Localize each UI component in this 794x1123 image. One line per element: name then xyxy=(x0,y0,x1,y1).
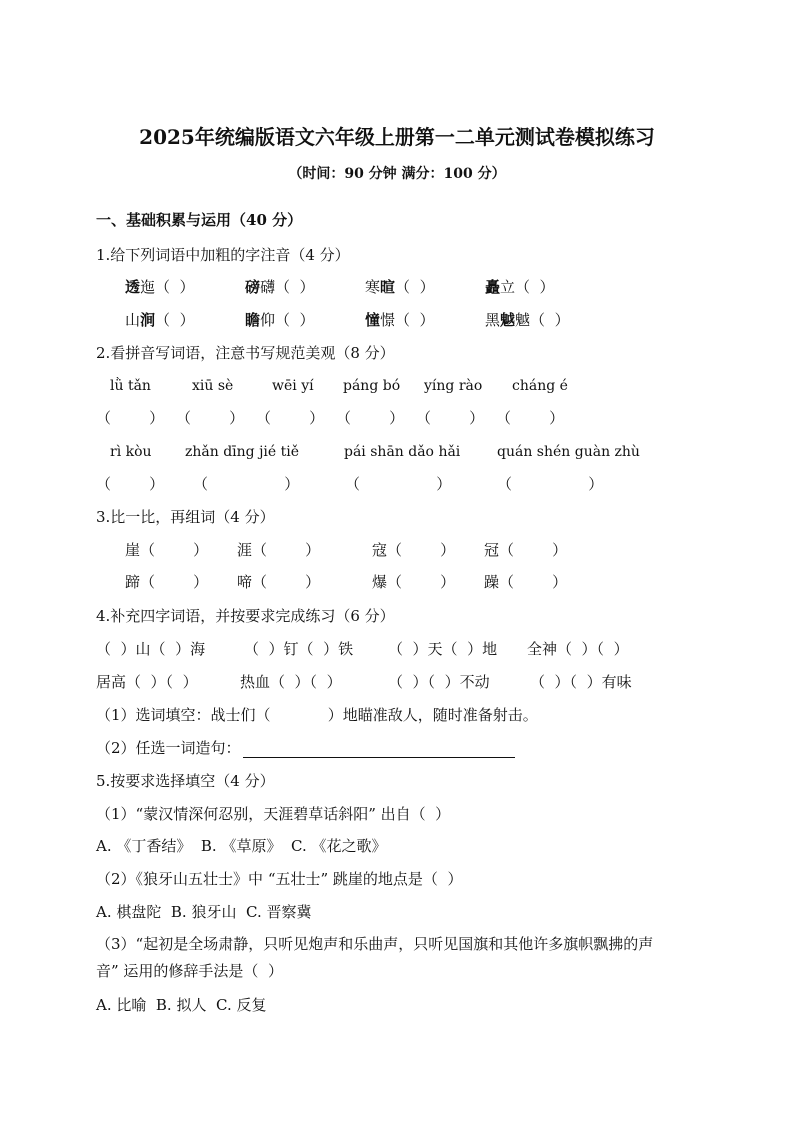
idiom-blank: 热血（ ）（ ） xyxy=(240,673,342,691)
answer-blank[interactable]: （ ） xyxy=(96,475,165,493)
bold-char: 涧 xyxy=(140,311,156,329)
compare-char: 崖（ ） xyxy=(125,541,209,559)
q4-sub2: （2）任选一词造句： xyxy=(96,738,515,758)
compare-char: 冠（ ） xyxy=(484,541,568,559)
answer-blank[interactable]: （ ） xyxy=(176,409,245,427)
q1-word: 寒暄（ ） xyxy=(365,278,435,296)
idiom-blank: （ ）（ ）不动 xyxy=(388,673,490,691)
compare-char: 躁（ ） xyxy=(484,573,568,591)
pinyin: lǜ tǎn xyxy=(110,378,151,394)
compare-char: 蹄（ ） xyxy=(125,573,209,591)
q5-sub1-options: A. 《丁香结》 B. 《草原》 C. 《花之歌》 xyxy=(96,837,387,855)
bold-char: 磅 xyxy=(245,278,261,296)
question-1-title: 1.给下列词语中加粗的字注音（4 分） xyxy=(96,246,350,264)
pinyin: cháng é xyxy=(512,378,568,394)
answer-blank[interactable]: （ ） xyxy=(256,409,325,427)
bold-char: 矗 xyxy=(485,278,501,296)
q1-word: 矗立（ ） xyxy=(485,278,555,296)
compare-char: 爆（ ） xyxy=(372,573,456,591)
answer-blank[interactable]: （ ） xyxy=(336,409,405,427)
compare-char: 寇（ ） xyxy=(372,541,456,559)
pinyin: zhǎn dīng jié tiě xyxy=(185,444,300,460)
q5-sub1: （1）“蒙汉情深何忍别，天涯碧草话斜阳” 出自（ ） xyxy=(96,805,451,823)
question-5-title: 5.按要求选择填空（4 分） xyxy=(96,772,275,790)
bold-char: 魆 xyxy=(500,311,516,329)
answer-blank[interactable]: （ ） xyxy=(416,409,485,427)
q4-sub1: （1）选词填空：战士们（ ）地瞄准敌人，随时准备射击。 xyxy=(96,706,538,724)
pinyin: wēi yí xyxy=(272,378,314,394)
idiom-blank: （ ）天（ ）地 xyxy=(388,640,498,658)
q1-word: 黑魆魆（ ） xyxy=(485,311,570,329)
compare-char: 啼（ ） xyxy=(237,573,321,591)
q1-word: 瞻仰（ ） xyxy=(245,311,315,329)
idiom-blank: （ ）（ ）有味 xyxy=(530,673,632,691)
question-3-title: 3.比一比，再组词（4 分） xyxy=(96,508,275,526)
question-4-title: 4.补充四字词语，并按要求完成练习（6 分） xyxy=(96,607,395,625)
compare-char: 涯（ ） xyxy=(237,541,321,559)
q5-sub3-options: A. 比喻 B. 拟人 C. 反复 xyxy=(96,996,267,1014)
answer-blank[interactable]: （ ） xyxy=(96,409,165,427)
bold-char: 瞻 xyxy=(245,311,261,329)
page-title: 2025年统编版语文六年级上册第一二单元测试卷模拟练习 xyxy=(139,125,655,149)
q1-word: 憧憬（ ） xyxy=(365,311,435,329)
bold-char: 暄 xyxy=(380,278,396,296)
q5-sub2-options: A. 棋盘陀 B. 狼牙山 C. 晋察冀 xyxy=(96,903,312,921)
q1-word: 透迤（ ） xyxy=(125,278,195,296)
answer-blank[interactable]: （ ） xyxy=(497,475,604,493)
pinyin: xiū sè xyxy=(192,378,234,394)
pinyin: páng bó xyxy=(343,378,401,394)
sentence-answer-line[interactable] xyxy=(243,741,515,758)
bold-char: 透 xyxy=(125,278,141,296)
section-heading: 一、基础积累与运用（40 分） xyxy=(96,211,303,229)
idiom-blank: （ ）山（ ）海 xyxy=(96,640,206,658)
question-2-title: 2.看拼音写词语，注意书写规范美观（8 分） xyxy=(96,344,395,362)
answer-blank[interactable]: （ ） xyxy=(345,475,452,493)
pinyin: pái shān dǎo hǎi xyxy=(344,444,461,460)
idiom-blank: 全神（ ）（ ） xyxy=(527,640,629,658)
q5-sub3-line1: （3）“起初是全场肃静，只听见炮声和乐曲声，只听见国旗和其他许多旗帜飘拂的声 xyxy=(96,935,654,953)
idiom-blank: （ ）钉（ ）铁 xyxy=(244,640,354,658)
q5-sub2: （2）《狼牙山五壮士》中 “五壮士” 跳崖的地点是（ ） xyxy=(96,870,463,888)
pinyin: rì kòu xyxy=(110,444,152,460)
bold-char: 憧 xyxy=(365,311,381,329)
idiom-blank: 居高（ ）（ ） xyxy=(96,673,198,691)
pinyin: quán shén guàn zhù xyxy=(497,444,640,460)
answer-blank[interactable]: （ ） xyxy=(193,475,300,493)
answer-blank[interactable]: （ ） xyxy=(496,409,565,427)
q5-sub3-line2: 音” 运用的修辞手法是（ ） xyxy=(96,962,283,980)
q1-word: 磅礴（ ） xyxy=(245,278,315,296)
q1-word: 山涧（ ） xyxy=(125,311,195,329)
exam-info: （时间：90 分钟 满分：100 分） xyxy=(288,166,506,182)
pinyin: yíng rào xyxy=(424,378,483,394)
